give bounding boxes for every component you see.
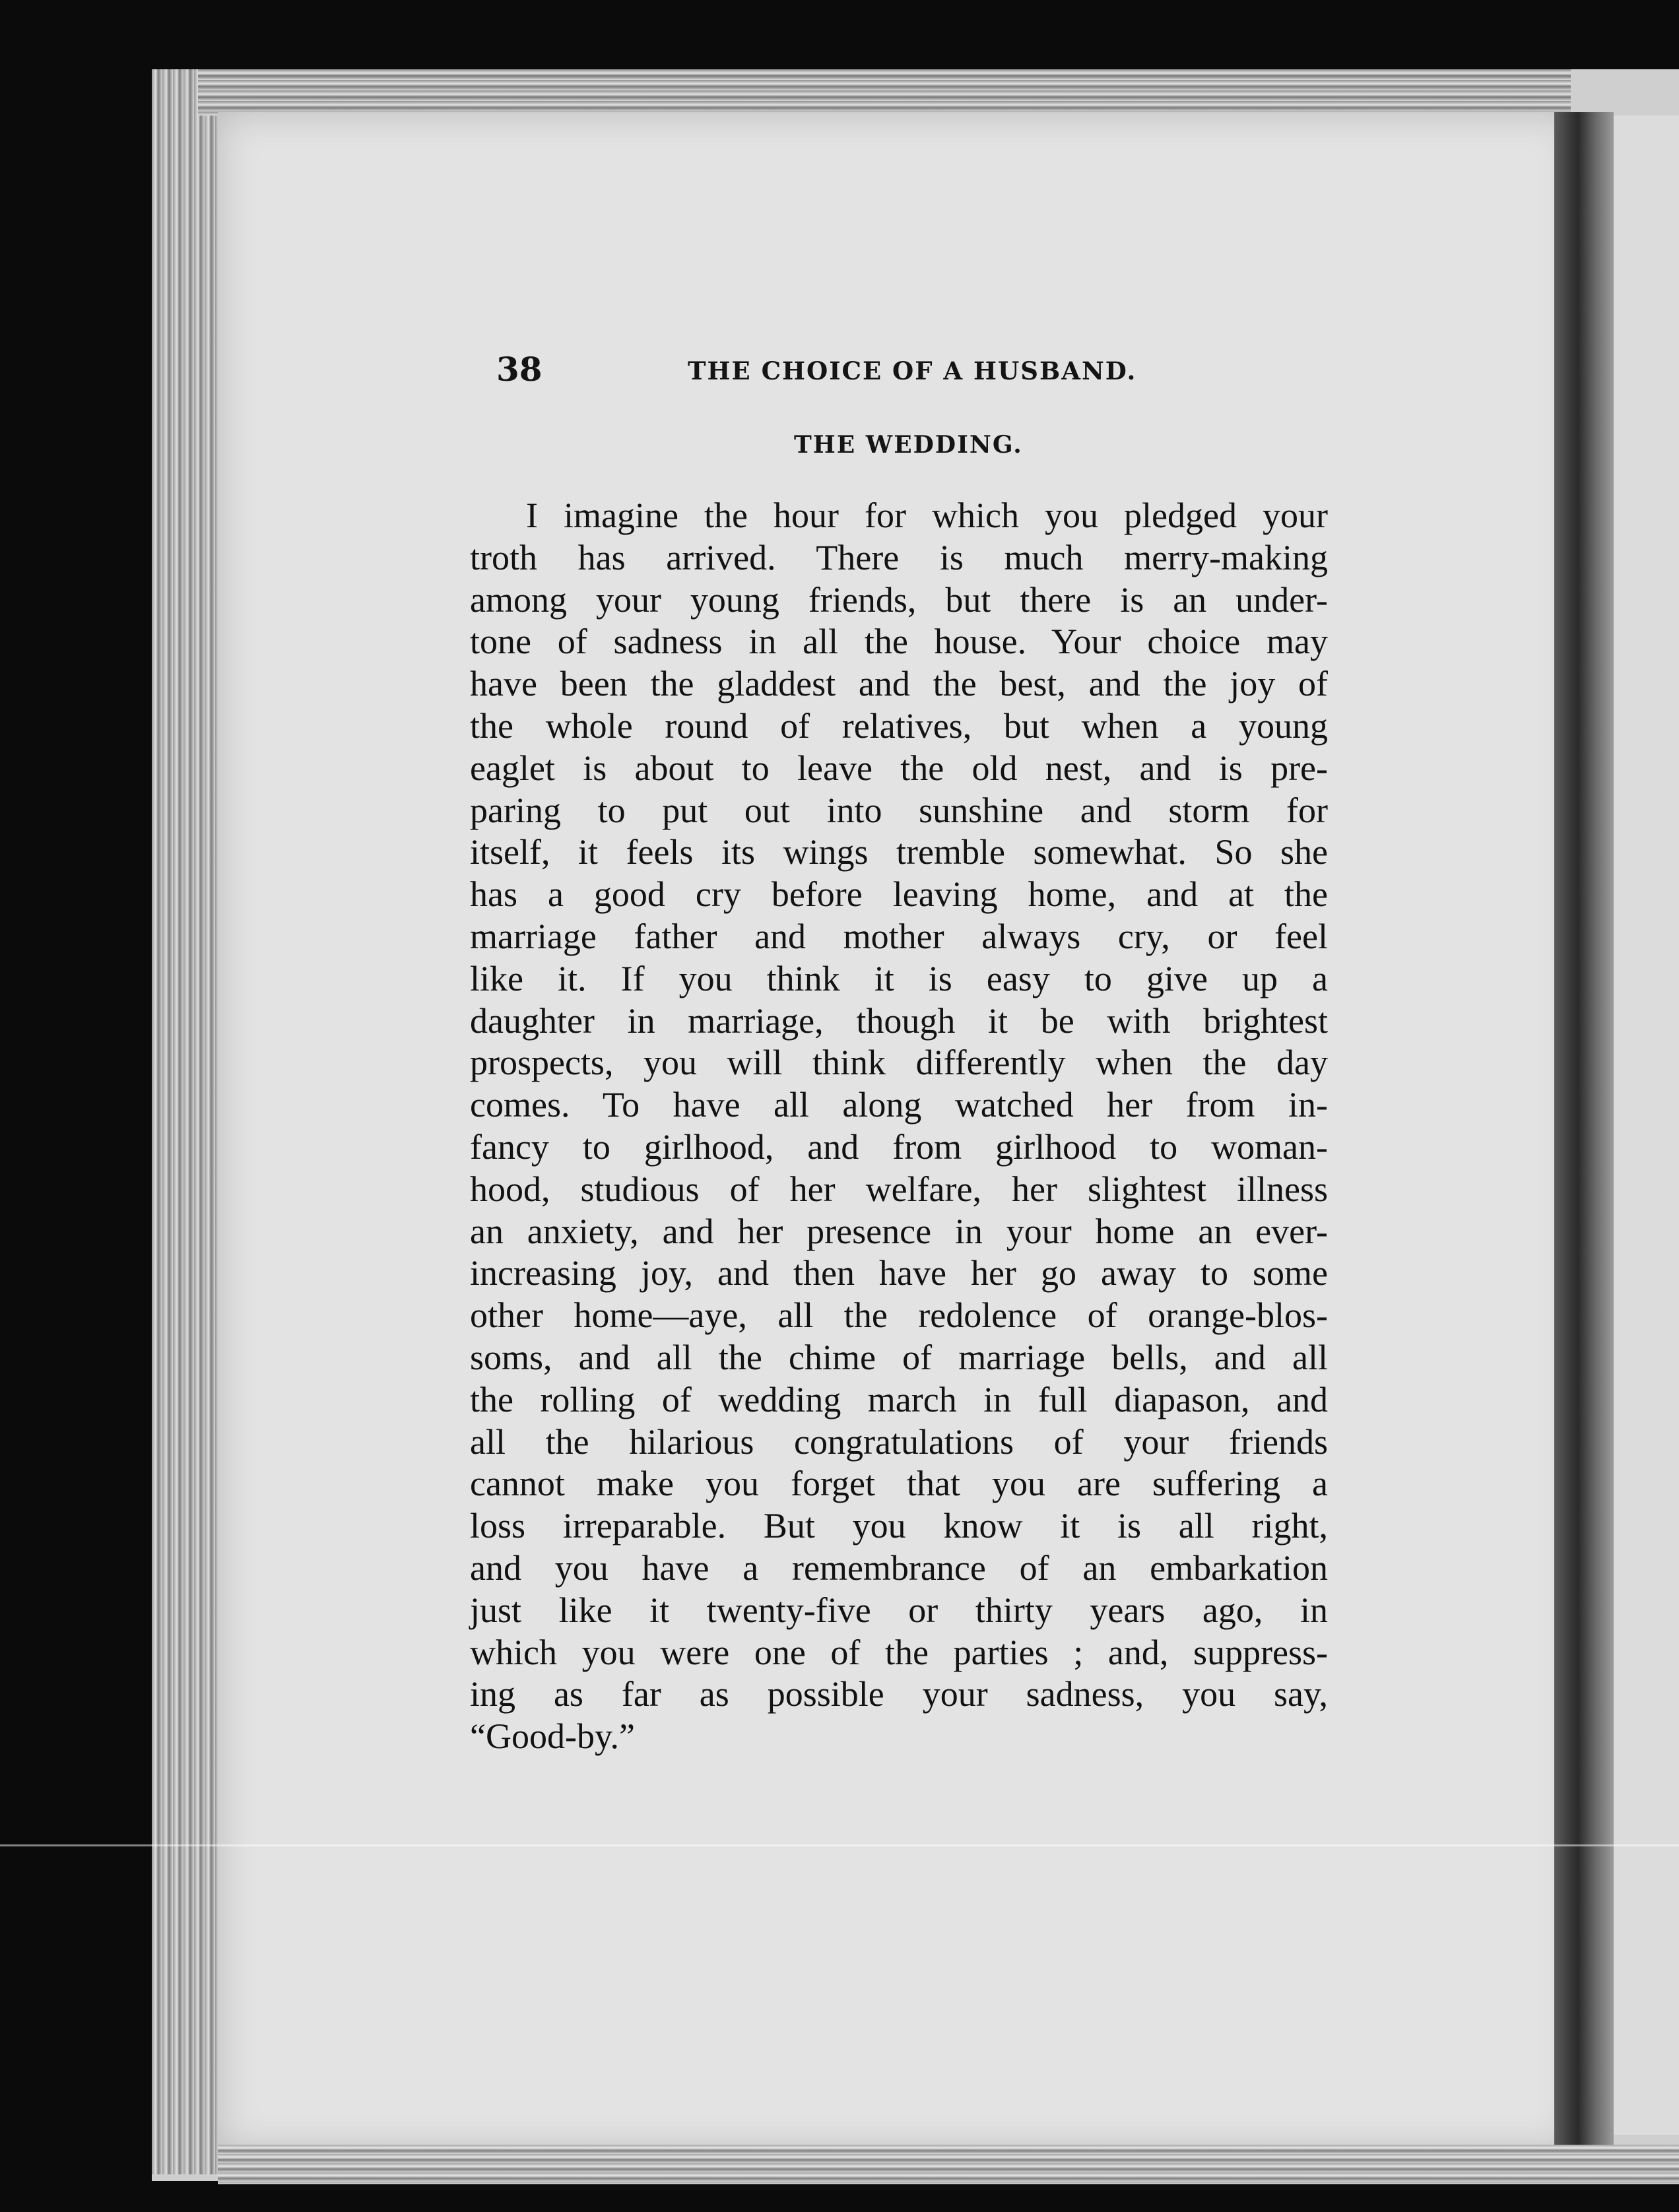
text-line: loss irreparable. But you know it is all right, bbox=[470, 1506, 1328, 1546]
page-header bbox=[496, 350, 1321, 396]
body-paragraph bbox=[470, 495, 1328, 1758]
scan-artifact-line bbox=[0, 1844, 1679, 1846]
text-line: among your young friends, but there is an under- bbox=[470, 579, 1328, 620]
text-line: comes. To have all along watched her from in- bbox=[470, 1085, 1328, 1125]
text-line: the whole round of relatives, but when a young bbox=[470, 705, 1328, 746]
text-line: other home—aye, all the redolence of orange-blos- bbox=[470, 1295, 1328, 1336]
text-line: which you were one of the parties ; and, suppress- bbox=[470, 1632, 1328, 1672]
text-line: have been the gladdest and the best, and the joy of bbox=[470, 664, 1328, 704]
text-line: all the hilarious congratulations of your friends bbox=[470, 1421, 1328, 1462]
text-line: paring to put out into sunshine and storm for bbox=[470, 790, 1328, 830]
running-title: THE CHOICE OF A HUSBAND. bbox=[688, 356, 1137, 385]
text-line: tone of sadness in all the house. Your choice may bbox=[470, 622, 1328, 662]
page-edges-top bbox=[198, 69, 1571, 115]
text-line: and you have a remembrance of an embarkation bbox=[470, 1547, 1328, 1588]
section-heading: THE WEDDING. bbox=[794, 431, 1023, 459]
page-edges-bottom bbox=[218, 2145, 1679, 2184]
page-edges-left bbox=[152, 69, 228, 2174]
text-line: just like it twenty-five or thirty years ago, in bbox=[470, 1590, 1328, 1630]
text-line: an anxiety, and her presence in your home an ever- bbox=[470, 1211, 1328, 1251]
text-line: cannot make you forget that you are suffering a bbox=[470, 1464, 1328, 1504]
text-line: soms, and all the chime of marriage bells, and all bbox=[470, 1337, 1328, 1377]
text-line: increasing joy, and then have her go away to some bbox=[470, 1253, 1328, 1293]
text-line: I imagine the hour for which you pledged your bbox=[526, 496, 1328, 535]
text-line: eaglet is about to leave the old nest, and is pre- bbox=[470, 748, 1328, 788]
text-line: ing as far as possible your sadness, you say, bbox=[470, 1674, 1328, 1714]
text-line: itself, it feels its wings tremble somewhat. So she bbox=[470, 832, 1328, 872]
text-line: has a good cry before leaving home, and at the bbox=[470, 874, 1328, 915]
text-line: hood, studious of her welfare, her slightest illness bbox=[470, 1169, 1328, 1209]
text-line: troth has arrived. There is much merry-making bbox=[470, 537, 1328, 577]
text-line: daughter in marriage, though it be with brightest bbox=[470, 1000, 1328, 1041]
book-gutter bbox=[1554, 112, 1614, 2145]
text-line: prospects, you will think differently when the day bbox=[470, 1043, 1328, 1083]
text-line: marriage father and mother always cry, or feel bbox=[470, 916, 1328, 956]
text-line: like it. If you think it is easy to give up a bbox=[470, 958, 1328, 998]
text-line: fancy to girlhood, and from girlhood to woman- bbox=[470, 1126, 1328, 1167]
page-number: 38 bbox=[496, 350, 543, 389]
facing-page-edge bbox=[1614, 115, 1679, 2135]
text-line: “Good-by.” bbox=[470, 1716, 635, 1757]
text-line: the rolling of wedding march in full diapason, and bbox=[470, 1379, 1328, 1419]
